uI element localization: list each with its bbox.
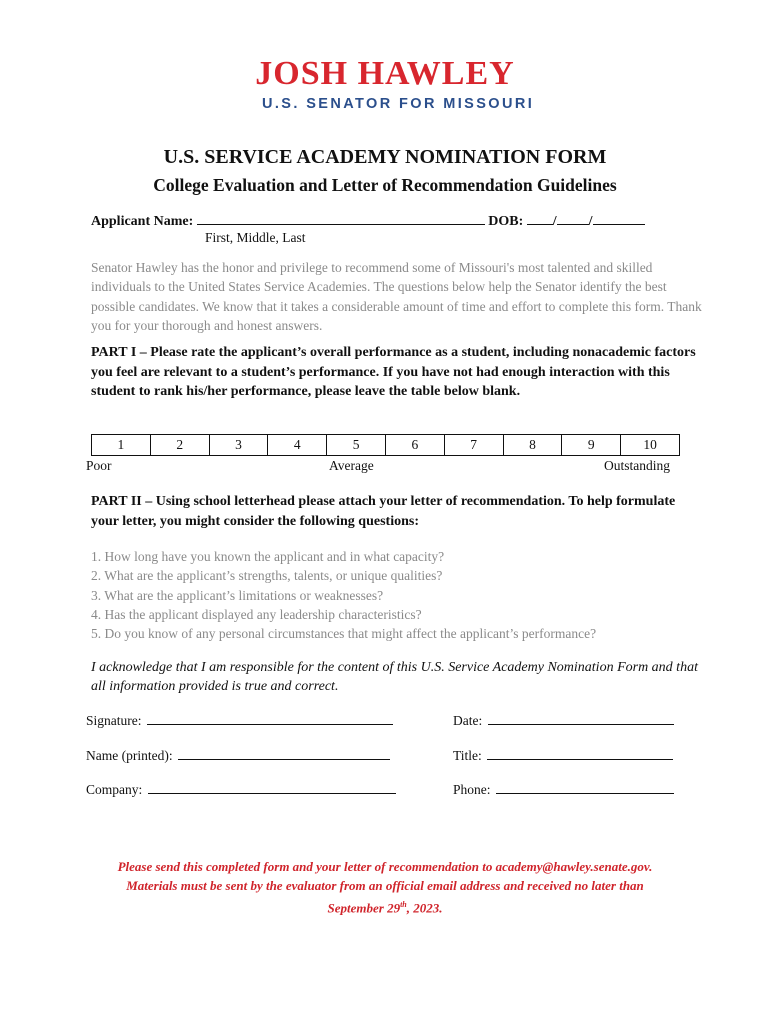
- name-printed-row: [86, 747, 390, 764]
- applicant-name-hint: First, Middle, Last: [205, 230, 306, 245]
- applicant-name-label: Applicant Name:: [91, 214, 194, 229]
- submission-instructions: [0, 857, 770, 917]
- name-printed-field[interactable]: [178, 747, 390, 760]
- footer-line-1: Please send this completed form and your letter of recommendation to academy@hawley.senate.gov.: [117, 859, 653, 874]
- list-item: 2. What are the applicant’s strengths, talents, or unique qualities?: [91, 568, 443, 584]
- questions-list: [91, 547, 596, 643]
- company-field[interactable]: [148, 781, 396, 794]
- rating-cell-2[interactable]: 2: [151, 435, 210, 455]
- acknowledgement-text: I acknowledge that I am responsible for the content of this U.S. Service Academy Nomination Form and that all information provided is true and correct.: [91, 660, 698, 694]
- rating-cell-8[interactable]: 8: [504, 435, 563, 455]
- list-item: 3. What are the applicant’s limitations or weaknesses?: [91, 587, 384, 603]
- signature-field[interactable]: [147, 712, 393, 725]
- phone-label: Phone:: [453, 782, 491, 797]
- form-title: U.S. SERVICE ACADEMY NOMINATION FORM: [163, 146, 607, 168]
- rating-cell-7[interactable]: 7: [445, 435, 504, 455]
- phone-row: [453, 781, 674, 798]
- company-row: [86, 781, 396, 798]
- list-item: 1. How long have you known the applicant and in what capacity?: [91, 549, 445, 564]
- rating-cell-3[interactable]: 3: [210, 435, 269, 455]
- rating-cell-6[interactable]: 6: [386, 435, 445, 455]
- senator-logo-subtitle: U.S. SENATOR FOR MISSOURI: [262, 96, 535, 112]
- dob-separator: /: [552, 214, 557, 229]
- title-label: Title:: [453, 748, 482, 763]
- dob-day-field[interactable]: [557, 210, 589, 225]
- rating-cell-4[interactable]: 4: [268, 435, 327, 455]
- rating-cell-1[interactable]: 1: [92, 435, 151, 455]
- list-item: 4. Has the applicant displayed any leadership characteristics?: [91, 606, 422, 622]
- deadline-date: September 29: [327, 900, 401, 916]
- signature-label: Signature:: [86, 713, 142, 728]
- scale-label-poor: Poor: [86, 458, 112, 473]
- list-item: 5. Do you know of any personal circumstances that might affect the applicant’s performance?: [91, 626, 597, 642]
- rating-cell-10[interactable]: 10: [643, 437, 657, 452]
- senator-logo-name: JOSH HAWLEY: [255, 55, 515, 92]
- scale-label-outstanding: Outstanding: [604, 458, 670, 473]
- scale-label-average: Average: [329, 458, 374, 473]
- date-label: Date:: [453, 713, 483, 728]
- footer-line-2: Materials must be sent by the evaluator from an official email address and received no later than: [126, 878, 644, 893]
- phone-field[interactable]: [496, 781, 674, 794]
- date-field[interactable]: [488, 712, 674, 725]
- deadline-ordinal: th: [400, 900, 407, 909]
- title-field[interactable]: [487, 747, 673, 760]
- intro-paragraph: Senator Hawley has the honor and privilege to recommend some of Missouri's most talented and skilled individuals to the United States Service Academies. The questions below help the Senator identify the best possible candidates. We know that it takes a considerable amount of time and effort to complete this form. Thank you for your thorough and honest answers.: [91, 260, 702, 333]
- part2-instructions: PART II – Using school letterhead please attach your letter of recommendation. To help formulate your letter, you might consider the following questions:: [91, 494, 676, 529]
- rating-cell-5[interactable]: 5: [327, 435, 386, 455]
- dob-year-field[interactable]: [593, 210, 645, 225]
- name-printed-label: Name (printed):: [86, 748, 173, 763]
- date-row: [453, 712, 674, 729]
- dob-label: DOB:: [488, 214, 524, 229]
- dob-month-field[interactable]: [527, 210, 553, 225]
- applicant-name-field[interactable]: [197, 210, 485, 225]
- rating-table: [91, 434, 680, 456]
- dob-separator: /: [588, 214, 593, 229]
- company-label: Company:: [86, 782, 143, 797]
- title-row: [453, 747, 673, 764]
- deadline-year: , 2023.: [406, 900, 443, 916]
- form-subtitle: College Evaluation and Letter of Recommendation Guidelines: [153, 175, 617, 195]
- footer-line-3: [0, 895, 770, 917]
- applicant-line: [91, 210, 645, 230]
- rating-cell-9[interactable]: 9: [562, 435, 621, 455]
- signature-row: [86, 712, 393, 729]
- part1-instructions: PART I – Please rate the applicant’s overall performance as a student, including nonacademic factors you feel are relevant to a student’s performance. If you have not had enough interaction with this student to rank his/her performance, please leave the table below blank.: [91, 345, 696, 399]
